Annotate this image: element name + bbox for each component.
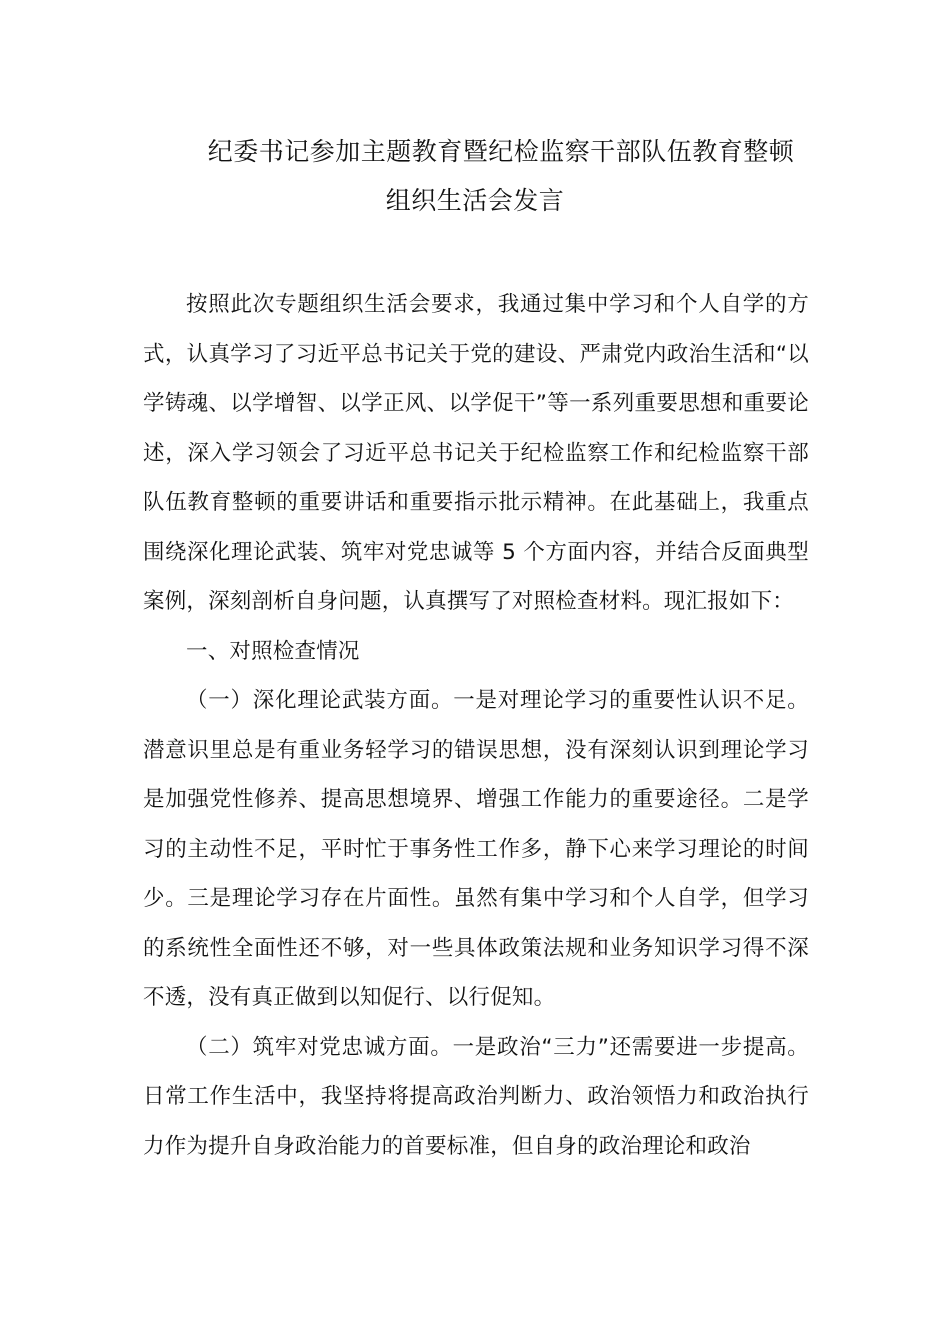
paragraph-loyalty: （二）筑牢对党忠诚方面。一是政治“三力”还需要进一步提高。日常工作生活中，我坚持将提高政治判断力、政治领悟力和政治执行力作为提升自身政治能力的首要标准，但自身的政治理论和政治	[143, 1034, 809, 1159]
document-title-line-2: 组织生活会发言	[385, 186, 565, 215]
document-title-line-1: 纪委书记参加主题教育暨纪检监察干部队伍教育整顿	[207, 137, 795, 166]
section-heading: 一、对照检查情况	[186, 638, 360, 664]
paragraph-theory: （一）深化理论武装方面。一是对理论学习的重要性认识不足。潜意识里总是有重业务轻学习的错误思想，没有深刻认识到理论学习是加强党性修养、提高思想境界、增强工作能力的重要途径。二是学习的主动性不足，平时忙于事务性工作多，静下心来学习理论的时间少。三是理论学习存在片面性。虽然有集中学习和个人自学，但学习的系统性全面性还不够，对一些具体政策法规和业务知识学习得不深不透，没有真正做到以知促行、以行促知。	[143, 688, 809, 1010]
intro-paragraph: 按照此次专题组织生活会要求，我通过集中学习和个人自学的方式，认真学习了习近平总书记关于党的建设、严肃党内政治生活和“以学铸魂、以学增智、以学正风、以学促干”等一系列重要思想和重要论述，深入学习领会了习近平总书记关于纪检监察工作和纪检监察干部队伍教育整顿的重要讲话和重要指示批示精神。在此基础上，我重点围绕深化理论武装、筑牢对党忠诚等 5 个方面内容，并结合反面典型案例，深刻剖析自身问题，认真撰写了对照检查材料。现汇报如下：	[143, 292, 809, 614]
document-body	[143, 280, 809, 1171]
